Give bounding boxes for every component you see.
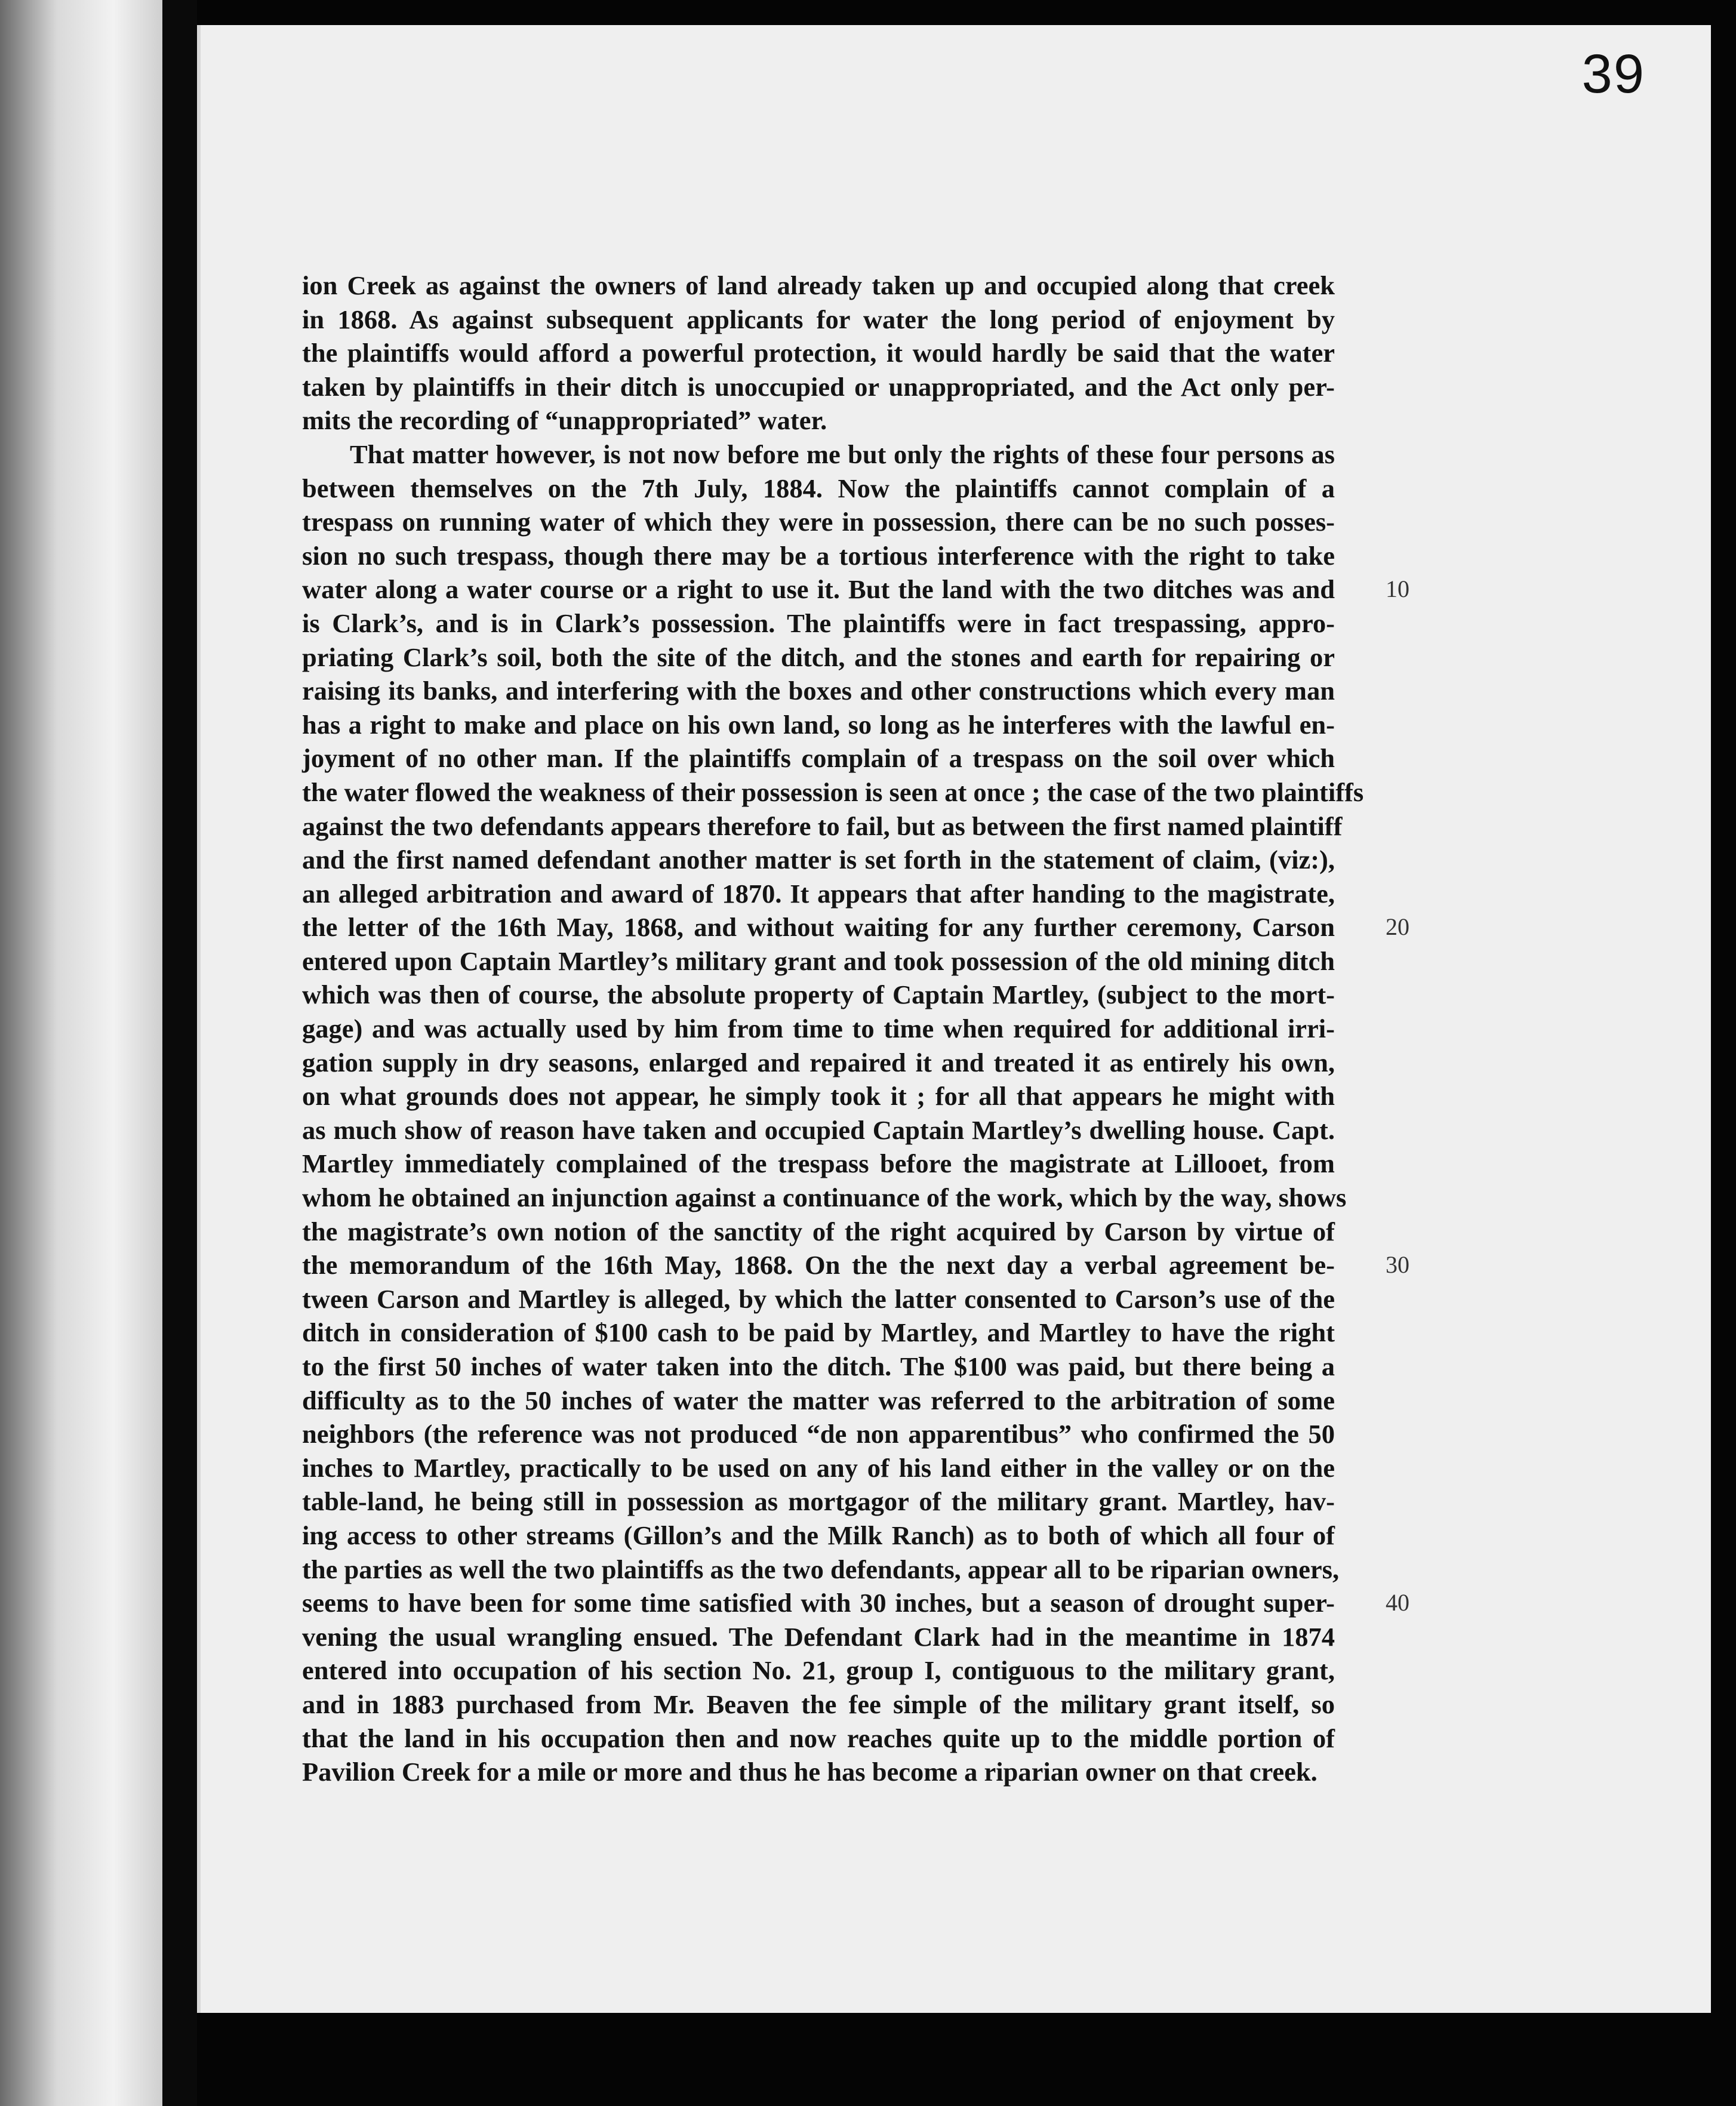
text-line: to the first 50 inches of water taken into the ditch. The $100 was paid, but there being a — [302, 1351, 1335, 1381]
text-line: ditch in consideration of $100 cash to be paid by Martley, and Martley to have the right — [302, 1317, 1335, 1348]
page-number: 39 — [1581, 44, 1645, 104]
margin-line-number: 20 — [1386, 913, 1409, 941]
text-line: on what grounds does not appear, he simply took it ; for all that appears he might with — [302, 1081, 1335, 1112]
text-line: taken by plaintiffs in their ditch is unoccupied or unappropriated, and the Act only per- — [302, 371, 1335, 402]
margin-line-number: 30 — [1386, 1251, 1409, 1279]
text-line: ing access to other streams (Gillon’s and the Milk Ranch) as to both of which all four of — [302, 1520, 1335, 1550]
text-line: entered into occupation of his section No. 21, group I, contiguous to the military grant, — [302, 1655, 1335, 1686]
text-line: inches to Martley, practically to be used on any of his land either in the valley or on the — [302, 1452, 1335, 1483]
text-line: against the two defendants appears therefore to fail, but as between the first named plaintiff — [302, 811, 1343, 841]
margin-line-number: 40 — [1386, 1589, 1409, 1617]
text-line: gation supply in dry seasons, enlarged and repaired it and treated it as entirely his own, — [302, 1047, 1335, 1077]
page-gutter — [162, 0, 197, 2106]
text-line: raising its banks, and interfering with the boxes and other constructions which every man — [302, 676, 1335, 706]
text-line: an alleged arbitration and award of 1870. It appears that after handing to the magistrate, — [302, 878, 1335, 909]
text-line: the magistrate’s own notion of the sanctity of the right acquired by Carson by virtue of — [302, 1216, 1335, 1246]
text-line: trespass on running water of which they were in possession, there can be no such posses- — [302, 507, 1335, 537]
margin-line-number: 10 — [1386, 575, 1409, 603]
text-line: the parties as well the two plaintiffs as the two defendants, appear all to be riparian owners, — [302, 1554, 1340, 1584]
text-line: the water flowed the weakness of their possession is seen at once ; the case of the two plaintiffs — [302, 777, 1364, 807]
text-line: and in 1883 purchased from Mr. Beaven the fee simple of the military grant itself, so — [302, 1689, 1335, 1719]
text-line: Martley immediately complained of the trespass before the magistrate at Lillooet, from — [302, 1149, 1335, 1179]
text-line: joyment of no other man. If the plaintiffs complain of a trespass on the soil over which — [302, 743, 1335, 774]
text-line: the plaintiffs would afford a powerful protection, it would hardly be said that the water — [302, 338, 1335, 368]
text-line: whom he obtained an injunction against a continuance of the work, which by the way, shows — [302, 1183, 1347, 1213]
text-line: between themselves on the 7th July, 1884. Now the plaintiffs cannot complain of a — [302, 473, 1335, 503]
text-line: the memorandum of the 16th May, 1868. On the the next day a verbal agreement be- — [302, 1250, 1335, 1280]
text-line: vening the usual wrangling ensued. The Defendant Clark had in the meantime in 1874 — [302, 1621, 1335, 1652]
text-line: seems to have been for some time satisfied with 30 inches, but a season of drought super- — [302, 1588, 1335, 1618]
body-text — [302, 269, 1364, 1789]
text-line: Pavilion Creek for a mile or more and thus he has become a riparian owner on that creek. — [302, 1757, 1318, 1787]
text-line: table-land, he being still in possession as mortgagor of the military grant. Martley, hav- — [302, 1486, 1335, 1517]
text-line: That matter however, is not now before me but only the rights of these four persons as — [350, 439, 1335, 469]
text-line: which was then of course, the absolute property of Captain Martley, (subject to the mort- — [302, 980, 1335, 1010]
text-line: has a right to make and place on his own land, so long as he interferes with the lawful en- — [302, 709, 1335, 740]
text-line: entered upon Captain Martley’s military grant and took possession of the old mining ditch — [302, 946, 1335, 976]
text-line: mits the recording of “unappropriated” water. — [302, 405, 827, 436]
text-line: is Clark’s, and is in Clark’s possession. The plaintiffs were in fact trespassing, appro- — [302, 608, 1335, 638]
text-line: that the land in his occupation then and now reaches quite up to the middle portion of — [302, 1723, 1335, 1753]
facing-page-edge — [0, 0, 162, 2106]
text-line: priating Clark’s soil, both the site of the ditch, and the stones and earth for repairing or — [302, 642, 1335, 672]
text-line: neighbors (the reference was not produced “de non apparentibus” who confirmed the 50 — [302, 1419, 1335, 1449]
text-line: gage) and was actually used by him from time to time when required for additional irri- — [302, 1014, 1335, 1044]
text-line: tween Carson and Martley is alleged, by which the latter consented to Carson’s use of the — [302, 1283, 1335, 1314]
text-line: difficulty as to the 50 inches of water the matter was referred to the arbitration of some — [302, 1385, 1335, 1415]
text-line: as much show of reason have taken and occupied Captain Martley’s dwelling house. Capt. — [302, 1114, 1335, 1145]
text-line: sion no such trespass, though there may be a tortious interference with the right to take — [302, 540, 1335, 571]
text-line: in 1868. As against subsequent applicants for water the long period of enjoyment by — [302, 304, 1335, 334]
text-line: the letter of the 16th May, 1868, and without waiting for any further ceremony, Carson — [302, 912, 1335, 943]
document-page — [197, 25, 1711, 2013]
text-line: and the first named defendant another matter is set forth in the statement of claim, (viz:), — [302, 845, 1335, 875]
text-line: ion Creek as against the owners of land already taken up and occupied along that creek — [302, 270, 1335, 300]
text-line: water along a water course or a right to use it. But the land with the two ditches was and — [302, 574, 1335, 605]
